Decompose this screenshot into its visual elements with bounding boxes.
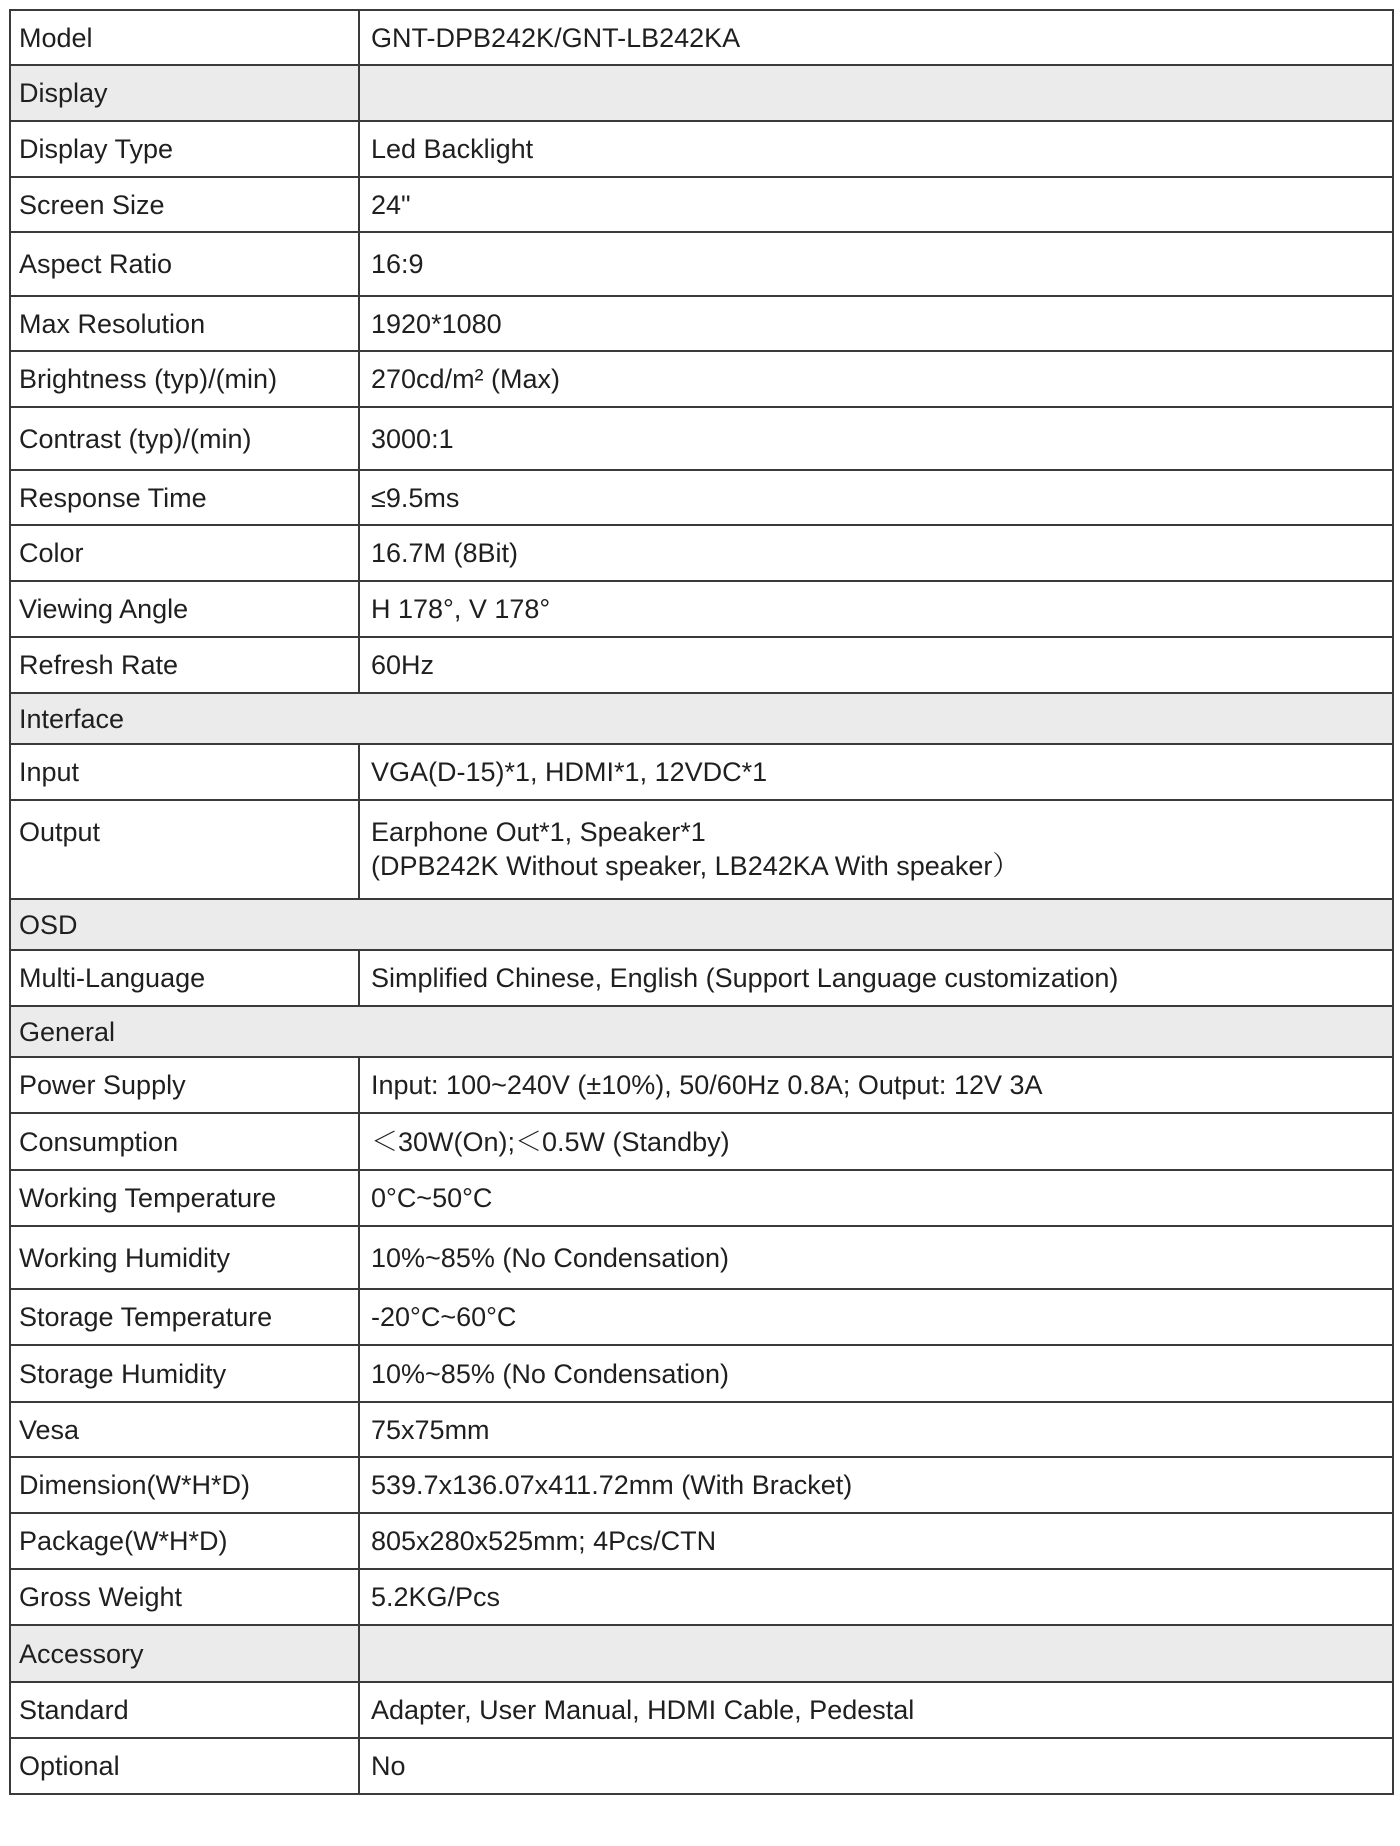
spec-label: Consumption <box>10 1113 359 1170</box>
spec-value: Adapter, User Manual, HDMI Cable, Pedestal <box>359 1682 1393 1738</box>
spec-label: Contrast (typ)/(min) <box>10 407 359 470</box>
spec-value: -20°C~60°C <box>359 1289 1393 1345</box>
spec-value: 805x280x525mm; 4Pcs/CTN <box>359 1513 1393 1569</box>
spec-value: GNT-DPB242K/GNT-LB242KA <box>359 10 1393 65</box>
spec-row-brightness <box>10 351 1393 407</box>
spec-value: 60Hz <box>359 637 1393 693</box>
section-row-interface <box>10 693 1393 744</box>
spec-label: Standard <box>10 1682 359 1738</box>
spec-row-storage-humidity <box>10 1345 1393 1402</box>
spec-label: Multi-Language <box>10 950 359 1006</box>
spec-row-contrast <box>10 407 1393 470</box>
spec-value: Led Backlight <box>359 121 1393 177</box>
spec-value: 3000:1 <box>359 407 1393 470</box>
spec-row-model <box>10 10 1393 65</box>
section-label: Accessory <box>10 1625 359 1682</box>
spec-label: Package(W*H*D) <box>10 1513 359 1569</box>
section-row-osd <box>10 899 1393 950</box>
spec-label: Working Temperature <box>10 1170 359 1226</box>
spec-value: 24" <box>359 177 1393 232</box>
spec-value: 539.7x136.07x411.72mm (With Bracket) <box>359 1457 1393 1513</box>
spec-row-display-type <box>10 121 1393 177</box>
spec-label: Model <box>10 10 359 65</box>
section-value <box>359 1625 1393 1682</box>
spec-table <box>9 9 1394 1795</box>
spec-value: Simplified Chinese, English (Support Language customization) <box>359 950 1393 1006</box>
spec-row-refresh-rate <box>10 637 1393 693</box>
spec-value: 270cd/m² (Max) <box>359 351 1393 407</box>
spec-label: Viewing Angle <box>10 581 359 637</box>
spec-row-working-humidity <box>10 1226 1393 1289</box>
spec-label: Max Resolution <box>10 296 359 351</box>
section-row-general <box>10 1006 1393 1057</box>
spec-label: Gross Weight <box>10 1569 359 1625</box>
spec-label: Working Humidity <box>10 1226 359 1289</box>
spec-label: Brightness (typ)/(min) <box>10 351 359 407</box>
spec-value: VGA(D-15)*1, HDMI*1, 12VDC*1 <box>359 744 1393 800</box>
spec-row-storage-temperature <box>10 1289 1393 1345</box>
spec-row-color <box>10 525 1393 581</box>
spec-row-max-resolution <box>10 296 1393 351</box>
spec-value: ＜30W(On);＜0.5W (Standby) <box>359 1113 1393 1170</box>
spec-label: Optional <box>10 1738 359 1794</box>
spec-value: 0°C~50°C <box>359 1170 1393 1226</box>
spec-row-consumption <box>10 1113 1393 1170</box>
section-label: Display <box>10 65 359 121</box>
spec-row-working-temperature <box>10 1170 1393 1226</box>
spec-value: 16.7M (8Bit) <box>359 525 1393 581</box>
spec-value: H 178°, V 178° <box>359 581 1393 637</box>
spec-value: 16:9 <box>359 232 1393 296</box>
spec-label: Refresh Rate <box>10 637 359 693</box>
spec-label: Aspect Ratio <box>10 232 359 296</box>
spec-value: 1920*1080 <box>359 296 1393 351</box>
spec-label: Input <box>10 744 359 800</box>
spec-value: No <box>359 1738 1393 1794</box>
spec-label: Dimension(W*H*D) <box>10 1457 359 1513</box>
section-label: General <box>10 1006 1393 1057</box>
spec-row-gross-weight <box>10 1569 1393 1625</box>
spec-value: Input: 100~240V (±10%), 50/60Hz 0.8A; Output: 12V 3A <box>359 1057 1393 1113</box>
spec-value: 75x75mm <box>359 1402 1393 1457</box>
spec-label: Display Type <box>10 121 359 177</box>
spec-row-multi-language <box>10 950 1393 1006</box>
spec-label: Storage Temperature <box>10 1289 359 1345</box>
spec-table-body <box>10 10 1393 1794</box>
spec-value: 10%~85% (No Condensation) <box>359 1345 1393 1402</box>
spec-label: Output <box>10 800 359 899</box>
section-row-accessory <box>10 1625 1393 1682</box>
spec-label: Vesa <box>10 1402 359 1457</box>
section-row-display <box>10 65 1393 121</box>
spec-label: Storage Humidity <box>10 1345 359 1402</box>
spec-row-screen-size <box>10 177 1393 232</box>
spec-value-line-2: (DPB242K Without speaker, LB242KA With speaker） <box>371 851 1020 881</box>
spec-label: Power Supply <box>10 1057 359 1113</box>
spec-row-optional <box>10 1738 1393 1794</box>
spec-row-response-time <box>10 470 1393 525</box>
section-label: OSD <box>10 899 1393 950</box>
spec-row-vesa <box>10 1402 1393 1457</box>
spec-value: 5.2KG/Pcs <box>359 1569 1393 1625</box>
spec-row-output <box>10 800 1393 899</box>
spec-label: Screen Size <box>10 177 359 232</box>
spec-value: ≤9.5ms <box>359 470 1393 525</box>
spec-row-viewing-angle <box>10 581 1393 637</box>
spec-row-package <box>10 1513 1393 1569</box>
section-label: Interface <box>10 693 1393 744</box>
spec-row-power-supply <box>10 1057 1393 1113</box>
spec-row-dimension <box>10 1457 1393 1513</box>
spec-value-multiline <box>359 800 1393 899</box>
spec-label: Response Time <box>10 470 359 525</box>
spec-row-input <box>10 744 1393 800</box>
spec-row-standard <box>10 1682 1393 1738</box>
spec-row-aspect-ratio <box>10 232 1393 296</box>
spec-value-line-1: Earphone Out*1, Speaker*1 <box>371 817 706 847</box>
spec-label: Color <box>10 525 359 581</box>
spec-value: 10%~85% (No Condensation) <box>359 1226 1393 1289</box>
section-value <box>359 65 1393 121</box>
